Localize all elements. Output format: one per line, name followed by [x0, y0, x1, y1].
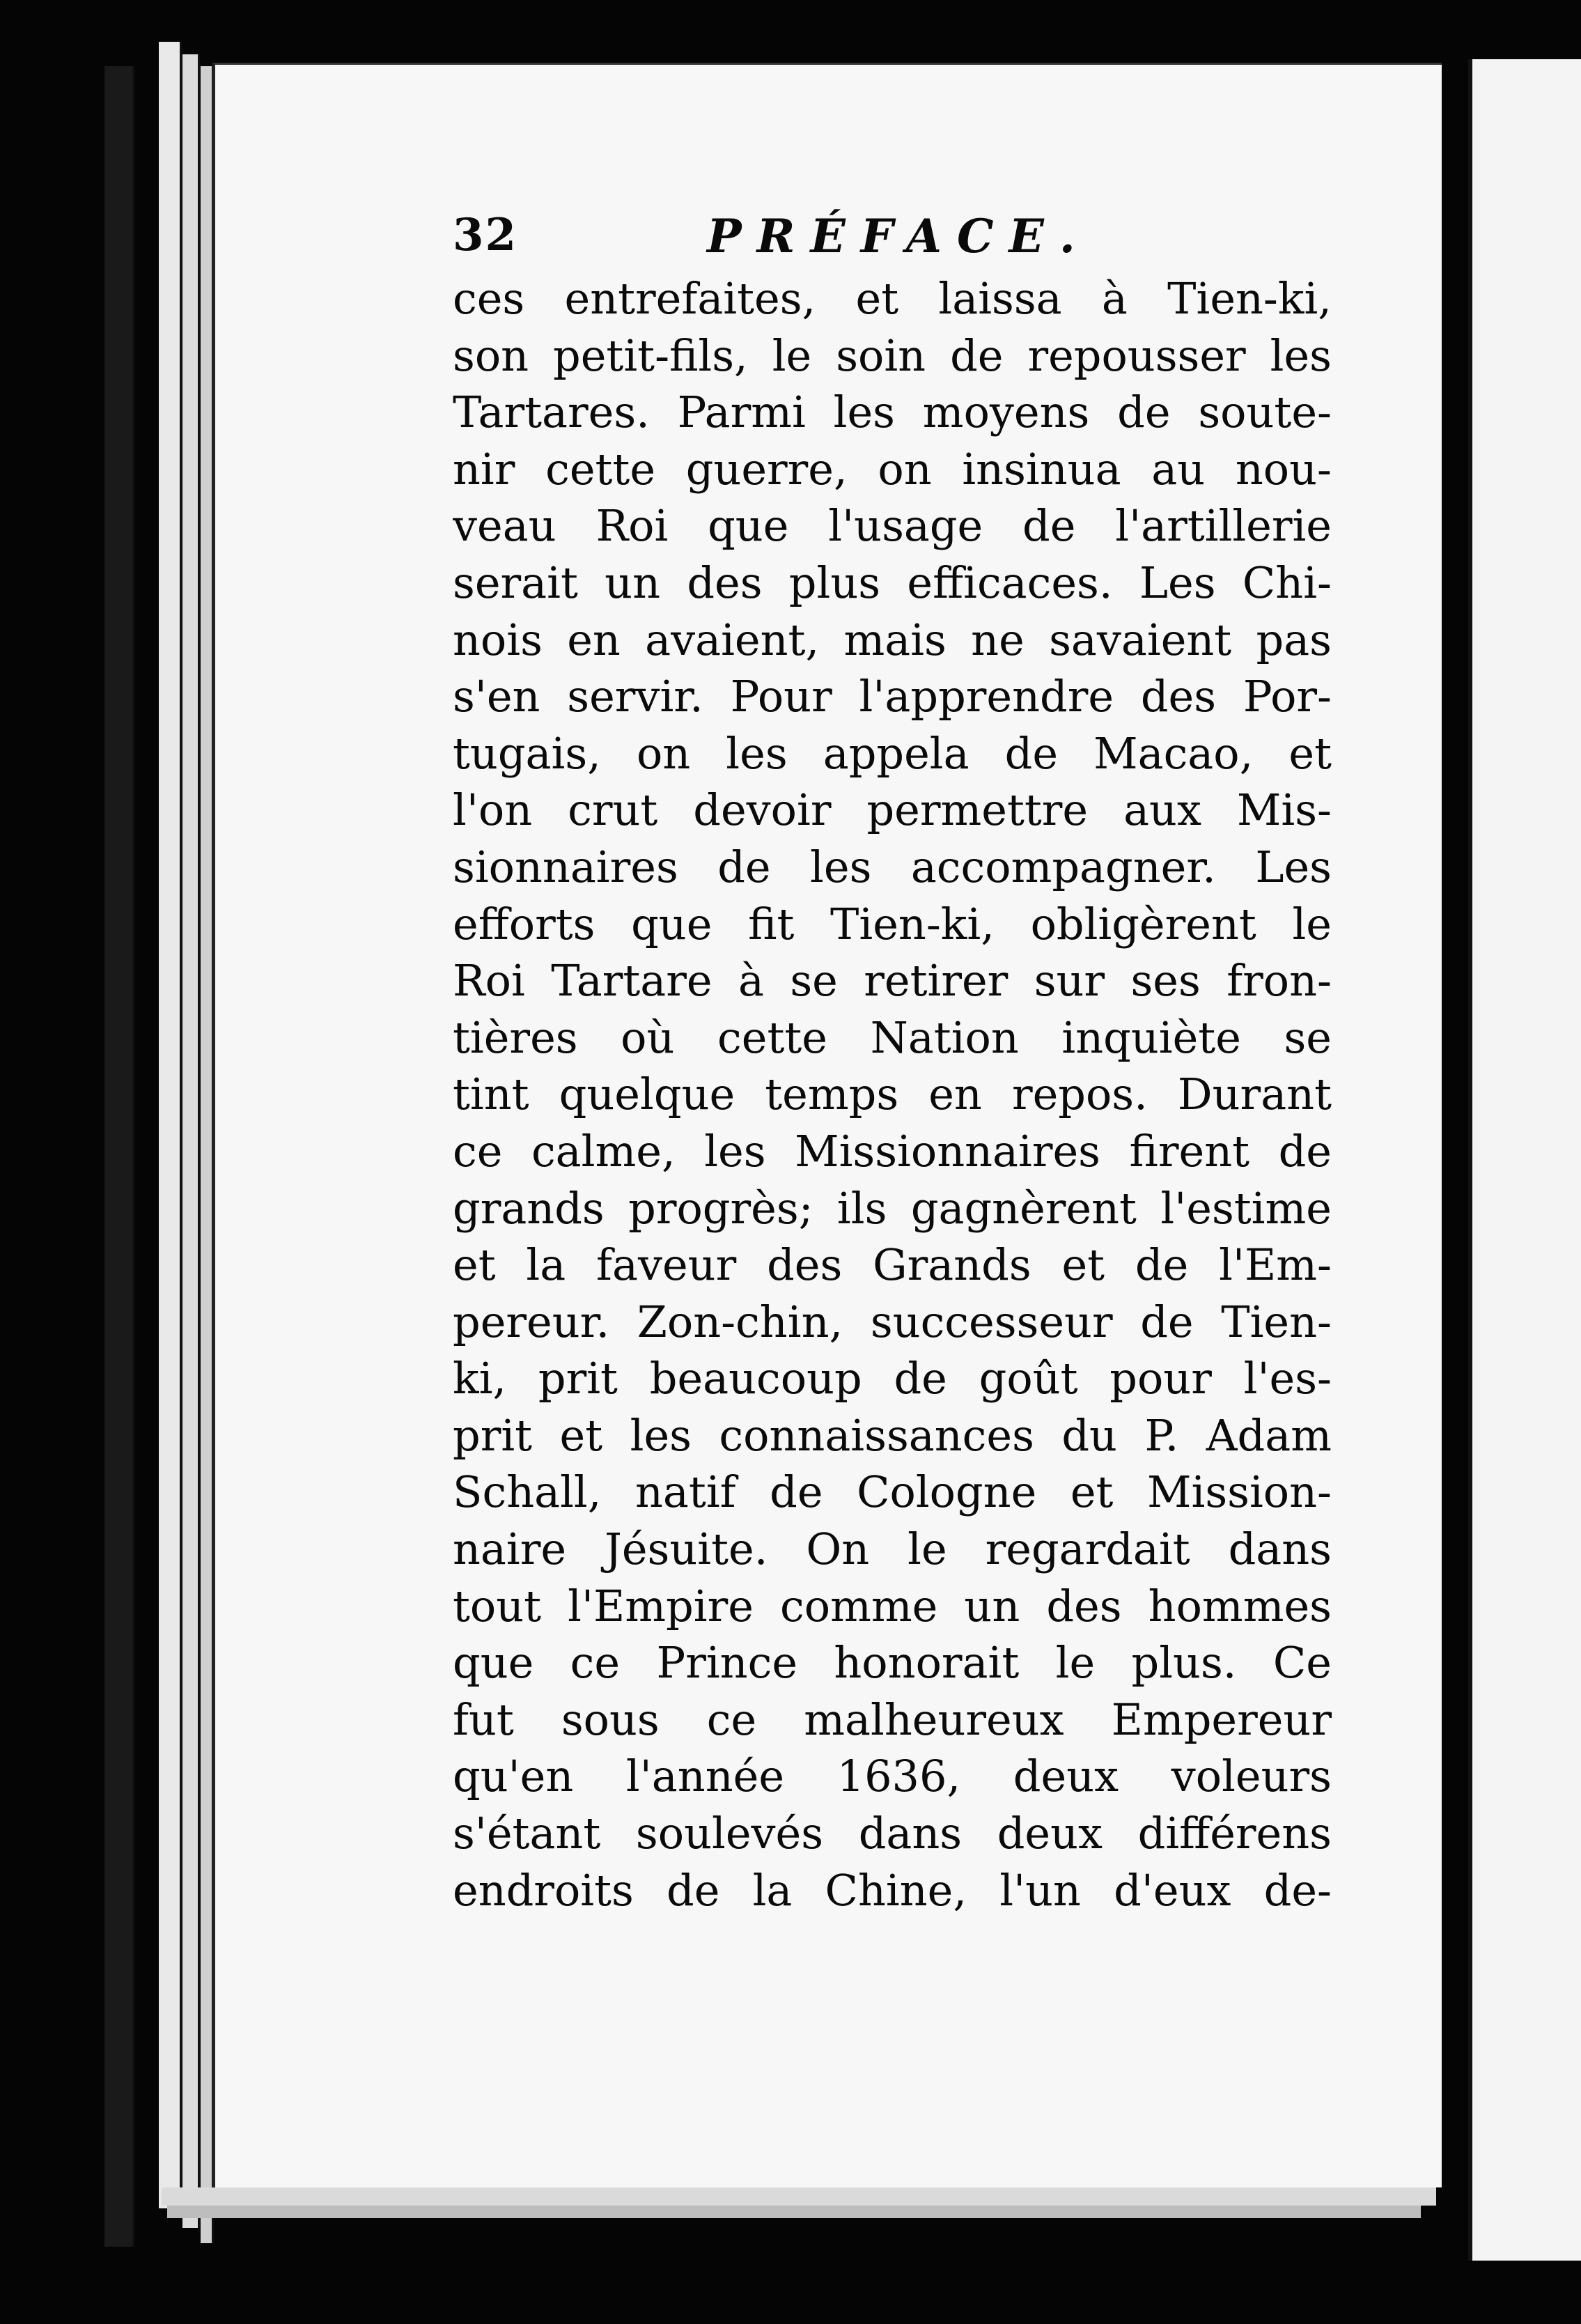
text-line: efforts que fit Tien-ki, obligèrent le [453, 898, 1332, 950]
text-line: serait un des plus efficaces. Les Chi- [453, 557, 1332, 608]
text-line: endroits de la Chine, l'un d'eux de- [453, 1864, 1332, 1916]
text-line: s'en servir. Pour l'apprendre des Por- [453, 671, 1332, 722]
text-line: nir cette guerre, on insinua au nou- [453, 443, 1332, 495]
text-line: et la faveur des Grands et de l'Em- [453, 1239, 1332, 1291]
text-line: veau Roi que l'usage de l'artillerie [453, 500, 1332, 552]
text-line: fut sous ce malheureux Empereur [453, 1694, 1332, 1745]
running-title: PRÉFACE. [707, 209, 1091, 263]
text-line: tint quelque temps en repos. Durant [453, 1069, 1332, 1120]
text-line: ki, prit beaucoup de goût pour l'es- [453, 1353, 1332, 1404]
text-line: son petit-fils, le soin de repousser les [453, 330, 1332, 381]
text-line: pereur. Zon-chin, successeur de Tien- [453, 1296, 1332, 1347]
text-line: sionnaires de les accompagner. Les [453, 841, 1332, 892]
text-line: tout l'Empire comme un des hommes [453, 1580, 1332, 1632]
text-line: prit et les connaissances du P. Adam [453, 1409, 1332, 1461]
text-line: Roi Tartare à se retirer sur ses fron- [453, 955, 1332, 1007]
page-bottom-edge [162, 2187, 1436, 2206]
body-text [453, 270, 1332, 1919]
text-line: naire Jésuite. On le regardait dans [453, 1524, 1332, 1575]
text-line: tières où cette Nation inquiète se [453, 1012, 1332, 1063]
page-number: 32 [453, 209, 518, 261]
text-line: Schall, natif de Cologne et Mission- [453, 1466, 1332, 1518]
text-line: nois en avaient, mais ne savaient pas [453, 614, 1332, 665]
page-bottom-edge [167, 2206, 1421, 2218]
text-line: tugais, on les appela de Macao, et [453, 727, 1332, 779]
text-line: l'on crut devoir permettre aux Mis- [453, 784, 1332, 836]
text-line: ces entrefaites, et laissa à Tien-ki, [453, 273, 1332, 324]
text-line: qu'en l'année 1636, deux voleurs [453, 1751, 1332, 1802]
facing-page-edge [1468, 59, 1581, 2261]
text-line: s'étant soulevés dans deux différens [453, 1808, 1332, 1859]
text-line: que ce Prince honorait le plus. Ce [453, 1637, 1332, 1689]
text-line: Tartares. Parmi les moyens de soute- [453, 387, 1332, 438]
text-line: ce calme, les Missionnaires firent de [453, 1125, 1332, 1177]
book-spine-edge [104, 66, 134, 2247]
text-line: grands progrès; ils gagnèrent l'estime [453, 1182, 1332, 1234]
page-edge [159, 42, 182, 2208]
page-edge [182, 54, 200, 2228]
